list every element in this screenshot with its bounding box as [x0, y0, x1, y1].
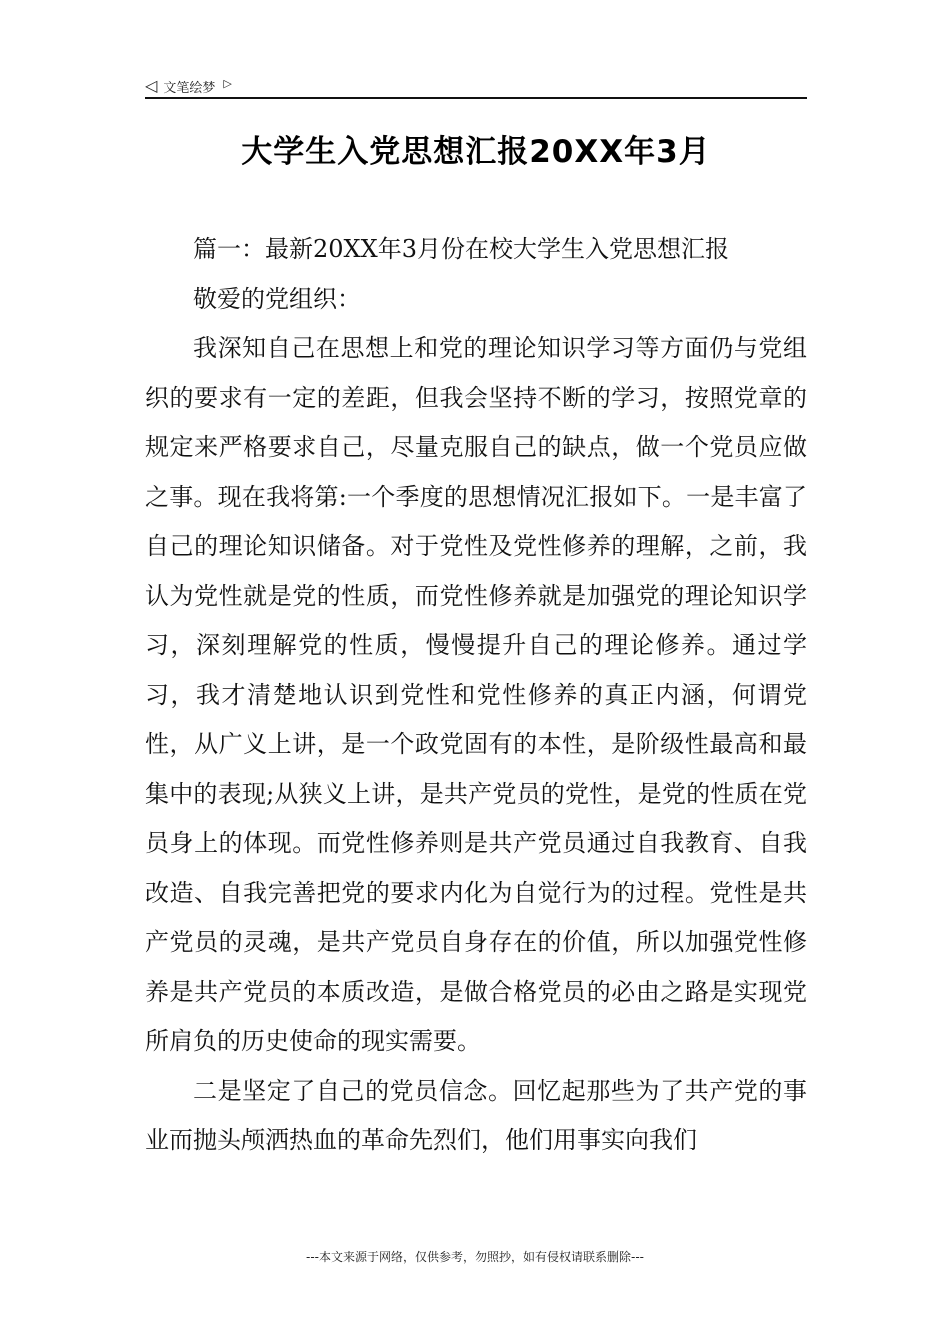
left-triangle-icon: ◁: [145, 76, 158, 95]
salutation: 敬爱的党组织：: [193, 284, 361, 313]
body-paragraph: 我深知自己在思想上和党的理论知识学习等方面仍与党组织的要求有一定的差距，但我会坚持不断的学习，按照党章的规定来严格要求自己，尽量克服自己的缺点，做一个党员应做之事。现在我将第:一个季度的思想情况汇报如下。一是丰富了自己的理论知识储备。对于党性及党性修养的理解，之前，我认为党性就是党的性质，而党性修养就是加强党的理论知识学习，深刻理解党的性质，慢慢提升自己的理论修养。通过学习，我才清楚地认识到党性和党性修养的真正内涵，何谓党性，从广义上讲，是一个政党固有的本性，是阶级性最高和最集中的表现;从狭义上讲，是共产党员的党性，是党的性质在党员身上的体现。而党性修养则是共产党员通过自我教育、自我改造、自我完善把党的要求内化为自觉行为的过程。党性是共产党员的灵魂，是共产党员自身存在的价值，所以加强党性修养是共产党员的本质改造，是做合格党员的必由之路是实现党所肩负的历史使命的现实需要。: [145, 334, 807, 1055]
page-footer: ---本文来源于网络，仅供参考，勿照抄，如有侵权请联系删除---: [306, 1250, 644, 1264]
document-title: 大学生入党思想汇报20XX年3月: [241, 134, 711, 170]
right-triangle-icon: ▷: [223, 76, 232, 90]
header-divider: [145, 97, 807, 99]
body-paragraph: 二是坚定了自己的党员信念。回忆起那些为了共产党的事业而抛头颅洒热血的革命先烈们，他们用事实向我们: [145, 1076, 807, 1154]
section-heading: 篇一：最新20XX年3月份在校大学生入党思想汇报: [193, 235, 729, 263]
document-body: [145, 225, 807, 1166]
header-brand: 文笔绘梦: [163, 80, 216, 96]
page-header: [145, 74, 807, 98]
